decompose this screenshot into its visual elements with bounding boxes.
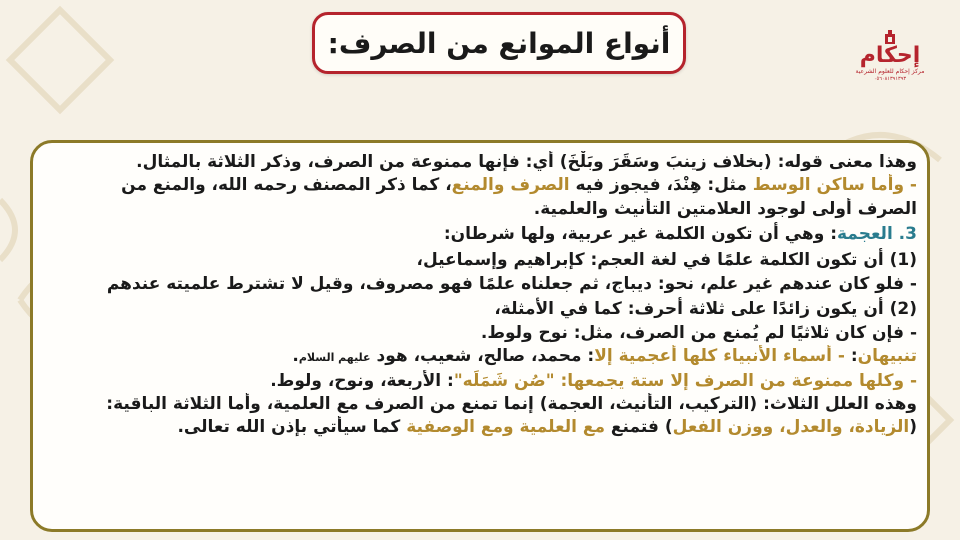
text-segment: (1) أن تكون الكلمة علمًا في لغة العجم: كإبراهيم وإسماعيل، — [416, 249, 917, 270]
text-line — [47, 345, 917, 369]
text-segment: - وكلها ممنوعة من الصرف إلا ستة يجمعها: — [554, 370, 917, 391]
text-line — [47, 221, 917, 247]
text-segment: تنبيهان — [857, 346, 917, 367]
text-segment: ( — [909, 417, 917, 438]
text-segment: الصرف أولى لوجود العلامتين التأنيث والعلمية. — [533, 198, 917, 219]
text-segment: . — [292, 346, 299, 367]
text-segment: - فإن كان ثلاثيًا لم يُمنع من الصرف، مثل: نوح ولوط. — [480, 323, 917, 344]
text-segment: كما سيأتي بإذن الله تعالى. — [177, 417, 407, 438]
text-segment: وهذا معنى قوله: (بخلاف زينبَ وسَقَرَ وبَلْخَ) أي: فإنها ممنوعة من الصرف، وذكر الثلاثة بالمثال. — [136, 152, 917, 172]
logo-subtitle: مركز إحكام للعلوم الشرعية — [855, 68, 925, 75]
text-segment: ، كما ذكر المصنف رحمه الله، والمنع من — [121, 175, 452, 196]
text-line — [47, 247, 917, 273]
content-box — [30, 140, 930, 532]
text-line — [47, 296, 917, 322]
text-segment: الصرف والمنع — [451, 175, 570, 196]
text-segment: : — [844, 346, 858, 367]
text-segment: "صُن شَمَلَه" — [453, 370, 555, 391]
title-box — [312, 12, 686, 74]
text-segment: 3. العجمة — [837, 223, 917, 244]
text-line — [47, 370, 917, 393]
logo-code: ٠٥٦٠٨١٣٩١٣٩٣ — [873, 76, 907, 82]
text-line — [47, 393, 917, 416]
text-line — [47, 273, 917, 296]
text-segment: الزيادة، والعدل، ووزن الفعل — [672, 417, 910, 438]
text-line — [47, 416, 917, 439]
text-segment: (2) أن يكون زائدًا على ثلاثة أحرف: كما في الأمثلة، — [494, 299, 917, 320]
text-line — [47, 198, 917, 221]
text-segment: - وأما ساكن الوسط — [752, 175, 917, 196]
logo-name: إحكام — [859, 43, 921, 68]
logo — [850, 30, 930, 92]
text-segment: - أسماء الأنبياء كلها أعجمية إلا — [594, 346, 845, 367]
page-title: أنواع الموانع من الصرف: — [327, 26, 671, 60]
text-line — [47, 151, 917, 174]
text-segment: مع العلمية ومع الوصفية — [406, 417, 605, 438]
text-segment: : محمد، صالح، شعيب، هود — [370, 346, 595, 367]
text-segment: : الأربعة، ونوح، ولوط. — [270, 370, 454, 391]
text-line — [47, 174, 917, 197]
text-segment: وهذه العلل الثلاث: (التركيب، التأنيث، العجمة) إنما تمنع من الصرف مع العلمية، وأما الثلاثة الباقية: — [106, 394, 917, 415]
text-line — [47, 322, 917, 345]
text-segment: ) فتمنع — [605, 417, 673, 438]
text-segment: عليهم السلام — [298, 351, 371, 365]
text-segment: - فلو كان عندهم غير علم، نحو: ديباج، ثم جعلناه علمًا فهو مصروف، وقيل لا تشترط علميته عندهم — [106, 273, 917, 294]
lantern-icon — [882, 30, 898, 44]
text-segment: مثل: هِنْدَ، فيجوز فيه — [569, 175, 753, 196]
text-segment: : وهي أن تكون الكلمة غير عربية، ولها شرطان: — [443, 223, 837, 244]
